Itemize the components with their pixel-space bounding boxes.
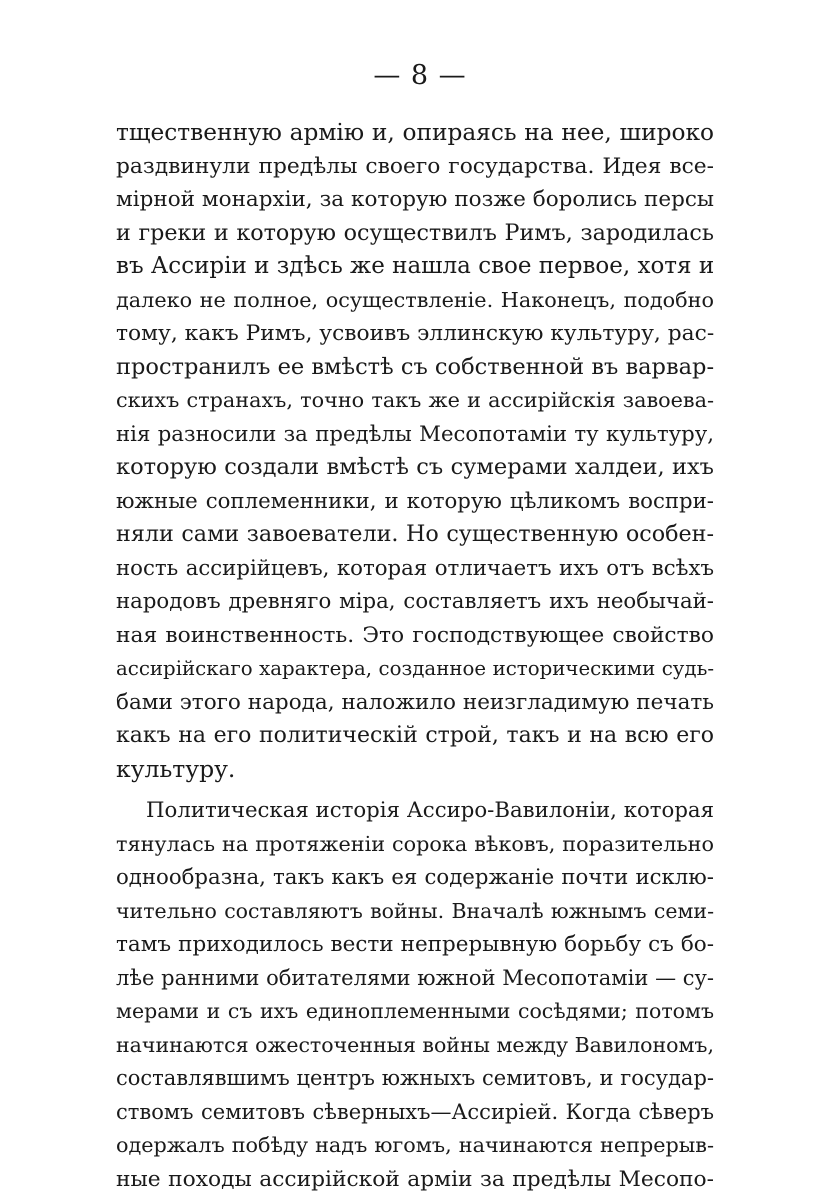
text-line: лѣе ранними обитателями южной Месопотаміи — су- [116,962,714,996]
text-line: мірной монархіи, за которую позже боролись персы [116,183,714,217]
text-line: ная воинственность. Это господствующее свойство [116,619,714,653]
text-line: южные соплеменники, и которую цѣликомъ воспри- [116,485,714,519]
text-line: ные походы ассирійской арміи за предѣлы Месопо- [116,1163,714,1196]
text-line: однообразна, такъ какъ ея содержаніе почти исклю- [116,861,714,895]
text-line: раздвинули предѣлы своего государства. Идея все- [116,150,714,184]
text-line: какъ на его политическій строй, такъ и на всю его [116,719,714,753]
text-line: ассирійскаго характера, созданное историческими судь- [116,652,714,686]
text-line: бами этого народа, наложило неизгладимую печать [116,686,714,720]
page-body [116,116,714,1196]
text-line: ность ассирійцевъ, которая отличаетъ ихъ отъ всѣхъ [116,552,714,586]
text-line: составлявшимъ центръ южныхъ семитовъ, и государ- [116,1062,714,1096]
text-line: нія разносили за предѣлы Месопотаміи ту культуру, [116,418,714,452]
text-line: культуру. [116,753,714,787]
text-line: тщественную армію и, опираясь на нее, широко [116,116,714,150]
page-number: — 8 — [0,58,840,94]
text-line: начинаются ожесточенныя войны между Вавилономъ, [116,1029,714,1063]
text-line: няли сами завоеватели. Но существенную особен- [116,518,714,552]
text-line: въ Ассиріи и здѣсь же нашла свое первое, хотя и [116,250,714,284]
text-line: пространилъ ее вмѣстѣ съ собственной въ варвар- [116,351,714,385]
text-line: Политическая исторія Ассиро-Вавилоніи, которая [116,794,714,828]
text-line: и греки и которую осуществилъ Римъ, зародилась [116,217,714,251]
text-line: чительно составляютъ войны. Вначалѣ южнымъ семи- [116,895,714,929]
text-line: тому, какъ Римъ, усвоивъ эллинскую культуру, рас- [116,317,714,351]
text-line: тянулась на протяженіи сорока вѣковъ, поразительно [116,828,714,862]
text-line: ствомъ семитовъ сѣверныхъ—Ассиріей. Когда сѣверъ [116,1096,714,1130]
text-line: одержалъ побѣду надъ югомъ, начинаются непрерыв- [116,1129,714,1163]
text-line: народовъ древняго міра, составляетъ ихъ необычай- [116,585,714,619]
paragraph-1 [116,116,714,786]
text-line: скихъ странахъ, точно такъ же и ассирійскія завоева- [116,384,714,418]
paragraph-gap [116,786,714,794]
text-line: далеко не полное, осуществленіе. Наконецъ, подобно [116,284,714,318]
text-line: мерами и съ ихъ единоплеменными сосѣдями; потомъ [116,995,714,1029]
text-line: которую создали вмѣстѣ съ сумерами халдеи, ихъ [116,451,714,485]
paragraph-2 [116,794,714,1196]
text-line: тамъ приходилось вести непрерывную борьбу съ бо- [116,928,714,962]
